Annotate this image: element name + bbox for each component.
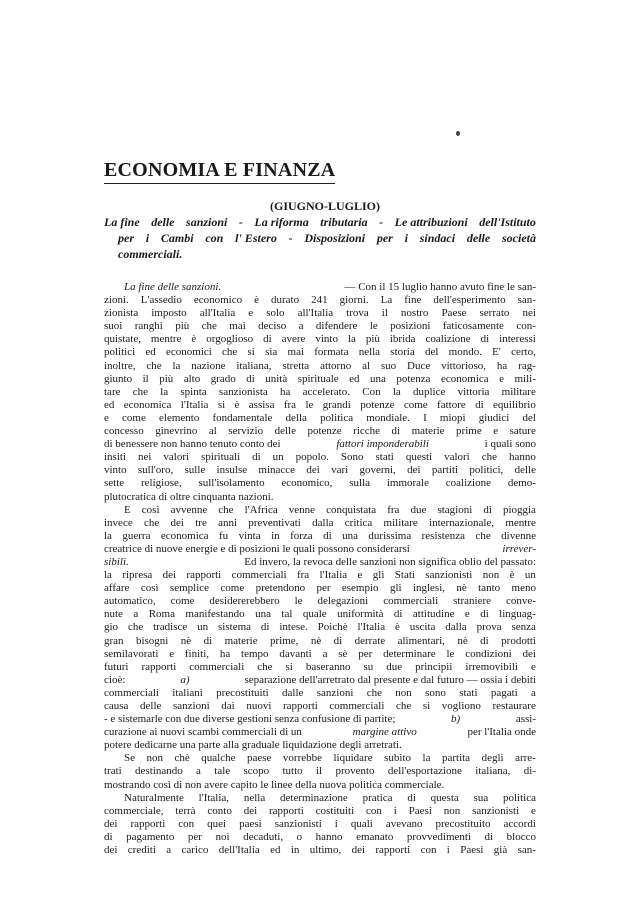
text-line: trati destinando a tale scopo tutto il provento dell'esportazione italiana, di- (104, 765, 536, 778)
text-line: nute a Roma manifestando una tal quale uniformità di attitudine e di linguag- (104, 608, 536, 621)
ink-speck (456, 131, 460, 136)
text-line: Se non chè qualche paese vorrebbe liquidare subito la partita degli arre- (124, 752, 536, 765)
text-line: suoi ranghi più che mai deciso a difendere le posizioni faticosamente con- (104, 320, 536, 333)
page-title: ECONOMIA E FINANZA (104, 159, 336, 181)
text-line: sette religiose, sull'isolamento economico, sulla immorale coalizione demo- (104, 477, 536, 490)
title-underline (104, 183, 335, 184)
text-line: insiti nei valori spirituali di un popolo. Sono stati questi valori che hanno (104, 451, 536, 464)
section-heading-inline: La fine delle sanzioni. (124, 281, 222, 293)
text-line: concesso ginevrino al servizio delle potenze ricche di materie prime e sature (104, 425, 536, 438)
summary-line: La fine delle sanzioni - La riforma tributaria - Le attribuzioni dell'Istituto (104, 215, 536, 229)
text-line: politici ed economici che si sia mai formata nella storia del mondo. E' certo, (104, 346, 536, 359)
summary-line: commerciali. (118, 247, 183, 261)
text-line: creatrice di nuove energie e di posizioni le quali possono considerarsi irrever- (104, 542, 536, 555)
text-line: affare così semplice come pretendono per esempio gli inglesi, nè tanto meno (104, 582, 536, 595)
summary-line: per i Cambi con l' Estero - Disposizioni per i sindaci delle società (118, 231, 536, 245)
text-line: commerciale, terrà conto dei rapporti costituiti con i Paesi non sanzionisti e (104, 804, 536, 817)
text-line: dei rapporti con quei paesi sanzionisti i quali avevano precostituito accordi (104, 817, 536, 830)
text-line: dei crediti a carico dell'Italia ed in ultimo, dei rapporti con i Paesi già san- (104, 844, 536, 857)
text-line: E così avvenne che l'Africa venne conquistata fra due stagioni di pioggia (124, 503, 536, 516)
text-line: futuri rapporti commerciali che si baseranno su due principii irremovibili e (104, 660, 536, 673)
text-line: cioè: a) separazione dell'arretrato dal presente e dal futuro — ossia i debiti (104, 673, 536, 686)
text-line: automatico, come desidererebbero le delegazioni commerciali straniere conve- (104, 595, 536, 608)
text-line: sibili. Ed invero, la revoca delle sanzioni non significa oblio del passato: (104, 555, 536, 568)
text-line: la ripresa dei rapporti commerciali fra l'Italia e gli Stati sanzionisti non è un (104, 569, 536, 582)
text-line: commerciali italiani precostituiti dalle sanzioni che non sono stati pagati a (104, 686, 536, 699)
text-line: la guerra economica fu vinta in forza di una durissima resistenza che divenne (104, 529, 536, 542)
text-line: giunto il più alto grado di unità spirituale ed una potenza economica e mili- (104, 372, 536, 385)
text-line: causa delle sanzioni dai nuovi rapporti commerciali che si vogliono restaurare (104, 700, 536, 712)
text-line: inoltre, che la nazione italiana, stretta attorno al suo Duce vittorioso, ha rag- (104, 359, 536, 372)
text-line: curazione ai nuovi scambi commerciali di un margine attivo per l'Italia onde (104, 726, 536, 739)
text-line: tare che la spinta sanzionista ha accelerato. Con la duplice vittoria militare (104, 385, 536, 398)
section-summary (104, 214, 536, 262)
text-line: vinto sull'oro, sulle insulse minacce dei vari governi, dei partiti politici, delle (104, 464, 536, 477)
text-line: zionista imposto all'Italia e solo all'Italia trova il nostro Paese serrato nei (104, 307, 536, 320)
text-line: plutocratica di oltre cinquanta nazioni. (104, 490, 274, 503)
text-line: semilavorati e finiti, ha tempo davanti a sè per determinare le condizioni dei (104, 647, 536, 660)
text-line: - e sistemarle con due diverse gestioni senza confusione di partite; b) assi- (104, 713, 536, 726)
text-line: zioni. L'assedio economico è durato 241 giorni. La fine dell'esperimento san- (104, 294, 536, 307)
text-line: e come elemento fondamentale della politica mondiale. I miopi giudici del (104, 411, 536, 424)
text-line: quistate, mentre è orgoglioso di avere vinto la più ibrida coalizione di interessi (104, 333, 536, 346)
text-line: di benessere non hanno tenuto conto dei fattori imponderabili i quali sono (104, 438, 536, 451)
text-line: ed economica l'Italia si è assisa fra le grandi potenze come fattore di equilibrio (104, 398, 536, 411)
text-line: La fine delle sanzioni. — Con il 15 luglio hanno avuto fine le san- (124, 281, 536, 293)
text-line: di pagamento per noi decaduti, o hanno emanato provvedimenti di blocco (104, 830, 536, 843)
text-line: mostrando così di non avere capito le linee della nuova politica commerciale. (104, 778, 445, 791)
text-line: potere dedicarne una parte alla graduale liquidazione degli arretrati. (104, 739, 402, 752)
period-subtitle: (GIUGNO-LUGLIO) (270, 199, 381, 213)
text-line: Naturalmente l'Italia, nella determinazione pratica di questa sua politica (124, 791, 536, 804)
text-line: invece che dei tre anni preventivati dalla critica militare internazionale, mentre (104, 516, 536, 529)
article-body (104, 281, 536, 857)
text-line: gio che tradisce un sistema di intese. Poichè l'Italia è uscita dalla prova senza (104, 621, 536, 634)
text-line: gran bisogni nè di materie prime, nè di derrate alimentari, nè di prodotti (104, 634, 536, 647)
